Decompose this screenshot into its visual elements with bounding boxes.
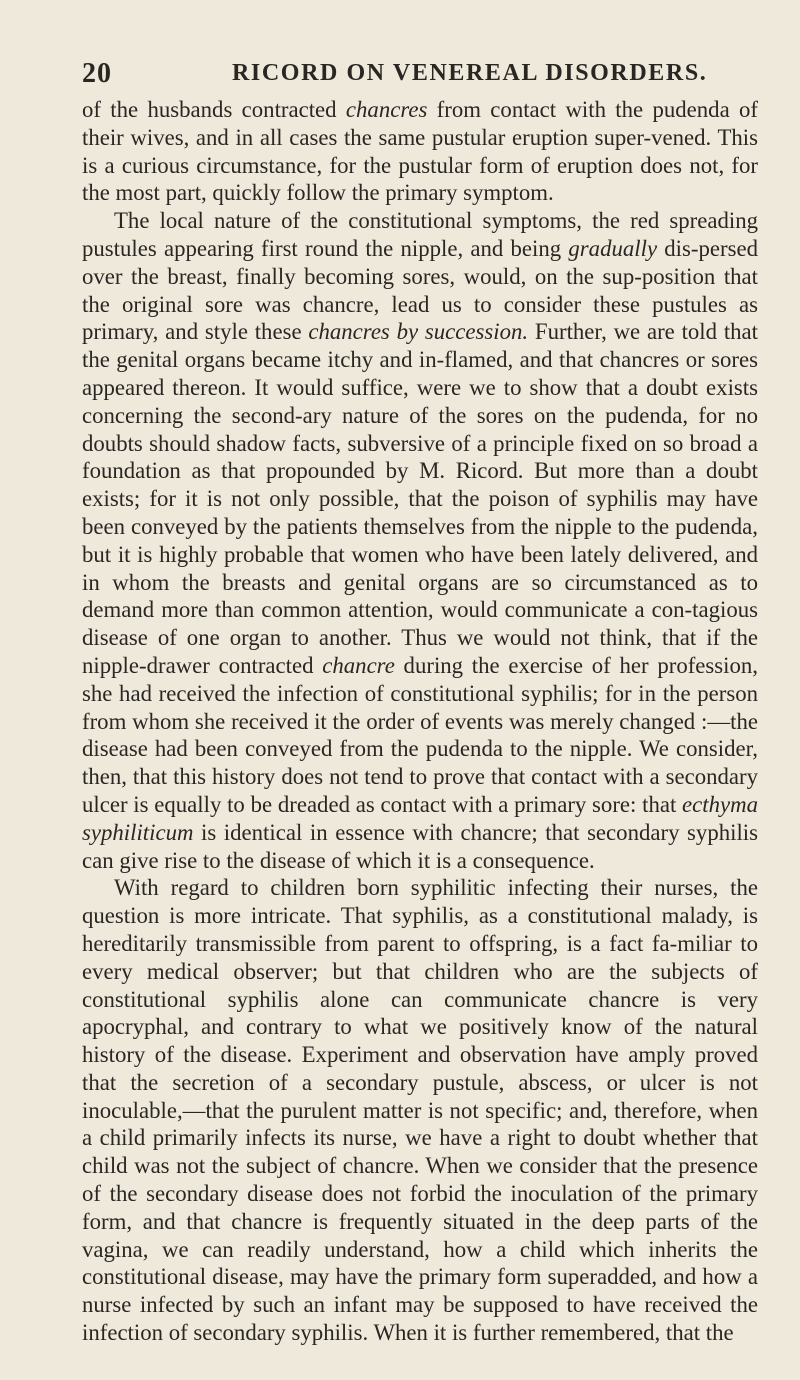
text-run: from contact with the pudenda of their wives, and in all cases the same pustular eruption super-vened. This is a curious circumstance, for the pustular form of eruption does not, for the most part, quickly follow the primary symptom. xyxy=(82,97,758,206)
page-header xyxy=(0,0,800,110)
running-title: RICORD ON VENEREAL DISORDERS. xyxy=(232,60,708,86)
italic-run: chancres by succession. xyxy=(308,319,529,345)
italic-run: gradually xyxy=(568,235,658,261)
text-run: Further, we are told that the genital organs became itchy and in-flamed, and that chancres or sores appeared thereon. It would suffice, were we to show that a doubt exists concerning the second-ary nature of the sores on the pudenda, for no doubts should shadow facts, subversive of a principle fixed on so broad a foundation as that propounded by M. Ricord. But more than a doubt exists; for it is not only possible, that the poison of syphilis may have been conveyed by the patients themselves from the nipple to the pudenda, but it is highly probable that women who have been lately delivered, and in whom the breasts and genital organs are so circumstanced as to demand more than common attention, would communicate a con-tagious disease of one organ to another. Thus we would not think, that if the nipple-drawer contracted xyxy=(82,319,759,678)
paragraph-1 xyxy=(82,96,758,207)
italic-run: chancres xyxy=(345,97,428,122)
italic-run: ecthyma syphiliticum xyxy=(82,791,758,845)
page-number: 20 xyxy=(82,58,112,89)
text-run: of the husbands contracted xyxy=(82,97,346,122)
text-run: dis-persed over the breast, finally becoming sores, would, on the sup-position that the original sore was chancre, lead us to consider these pustules as primary, and style these xyxy=(82,235,758,345)
text-run: is identical in essence with chancre; that secondary syphilis can give rise to the disease of which it is a consequence. xyxy=(82,819,758,873)
paragraph-3 xyxy=(82,874,758,1347)
italic-run: chancre xyxy=(322,652,395,678)
paragraph-2 xyxy=(82,207,758,874)
body-text xyxy=(82,96,758,1347)
text-run: With regard to children born syphilitic infecting their nurses, the question is more intricate. That syphilis, as a constitutional malady, is hereditarily transmissible from parent to offspring, is a fact fa-miliar to every medical observer; but that children who are the subjects of constitutional syphilis alone can communicate chancre is very apocryphal, and contrary to what we positively know of the natural history of the disease. Experiment and observation have amply proved that the secretion of a secondary pustule, abscess, or ulcer is not inoculable,—that the purulent matter is not specific; and, therefore, when a child primarily infects its nurse, we have a right to doubt whether that child was not the subject of chancre. When we consider that the presence of the secondary disease does not forbid the inoculation of the primary form, and that chancre is frequently situated in the deep parts of the vagina, we can readily understand, how a child which inherits the constitutional disease, may have the primary form superadded, and how a nurse infected by such an infant may be supposed to have received the infection of secondary syphilis. When it is further remembered, that the xyxy=(82,875,758,1346)
text-run: The local nature of the constitutional symptoms, the red spreading pustules appearing first round the nipple, and being xyxy=(82,208,758,261)
text-run: during the exercise of her profession, she had received the infection of constitutional syphilis; for in the person from whom she received it the order of events was merely changed :—the disease had been conveyed from the pudenda to the nipple. We consider, then, that this history does not tend to prove that contact with a secondary ulcer is equally to be dreaded as contact with a primary sore: that xyxy=(82,652,758,817)
